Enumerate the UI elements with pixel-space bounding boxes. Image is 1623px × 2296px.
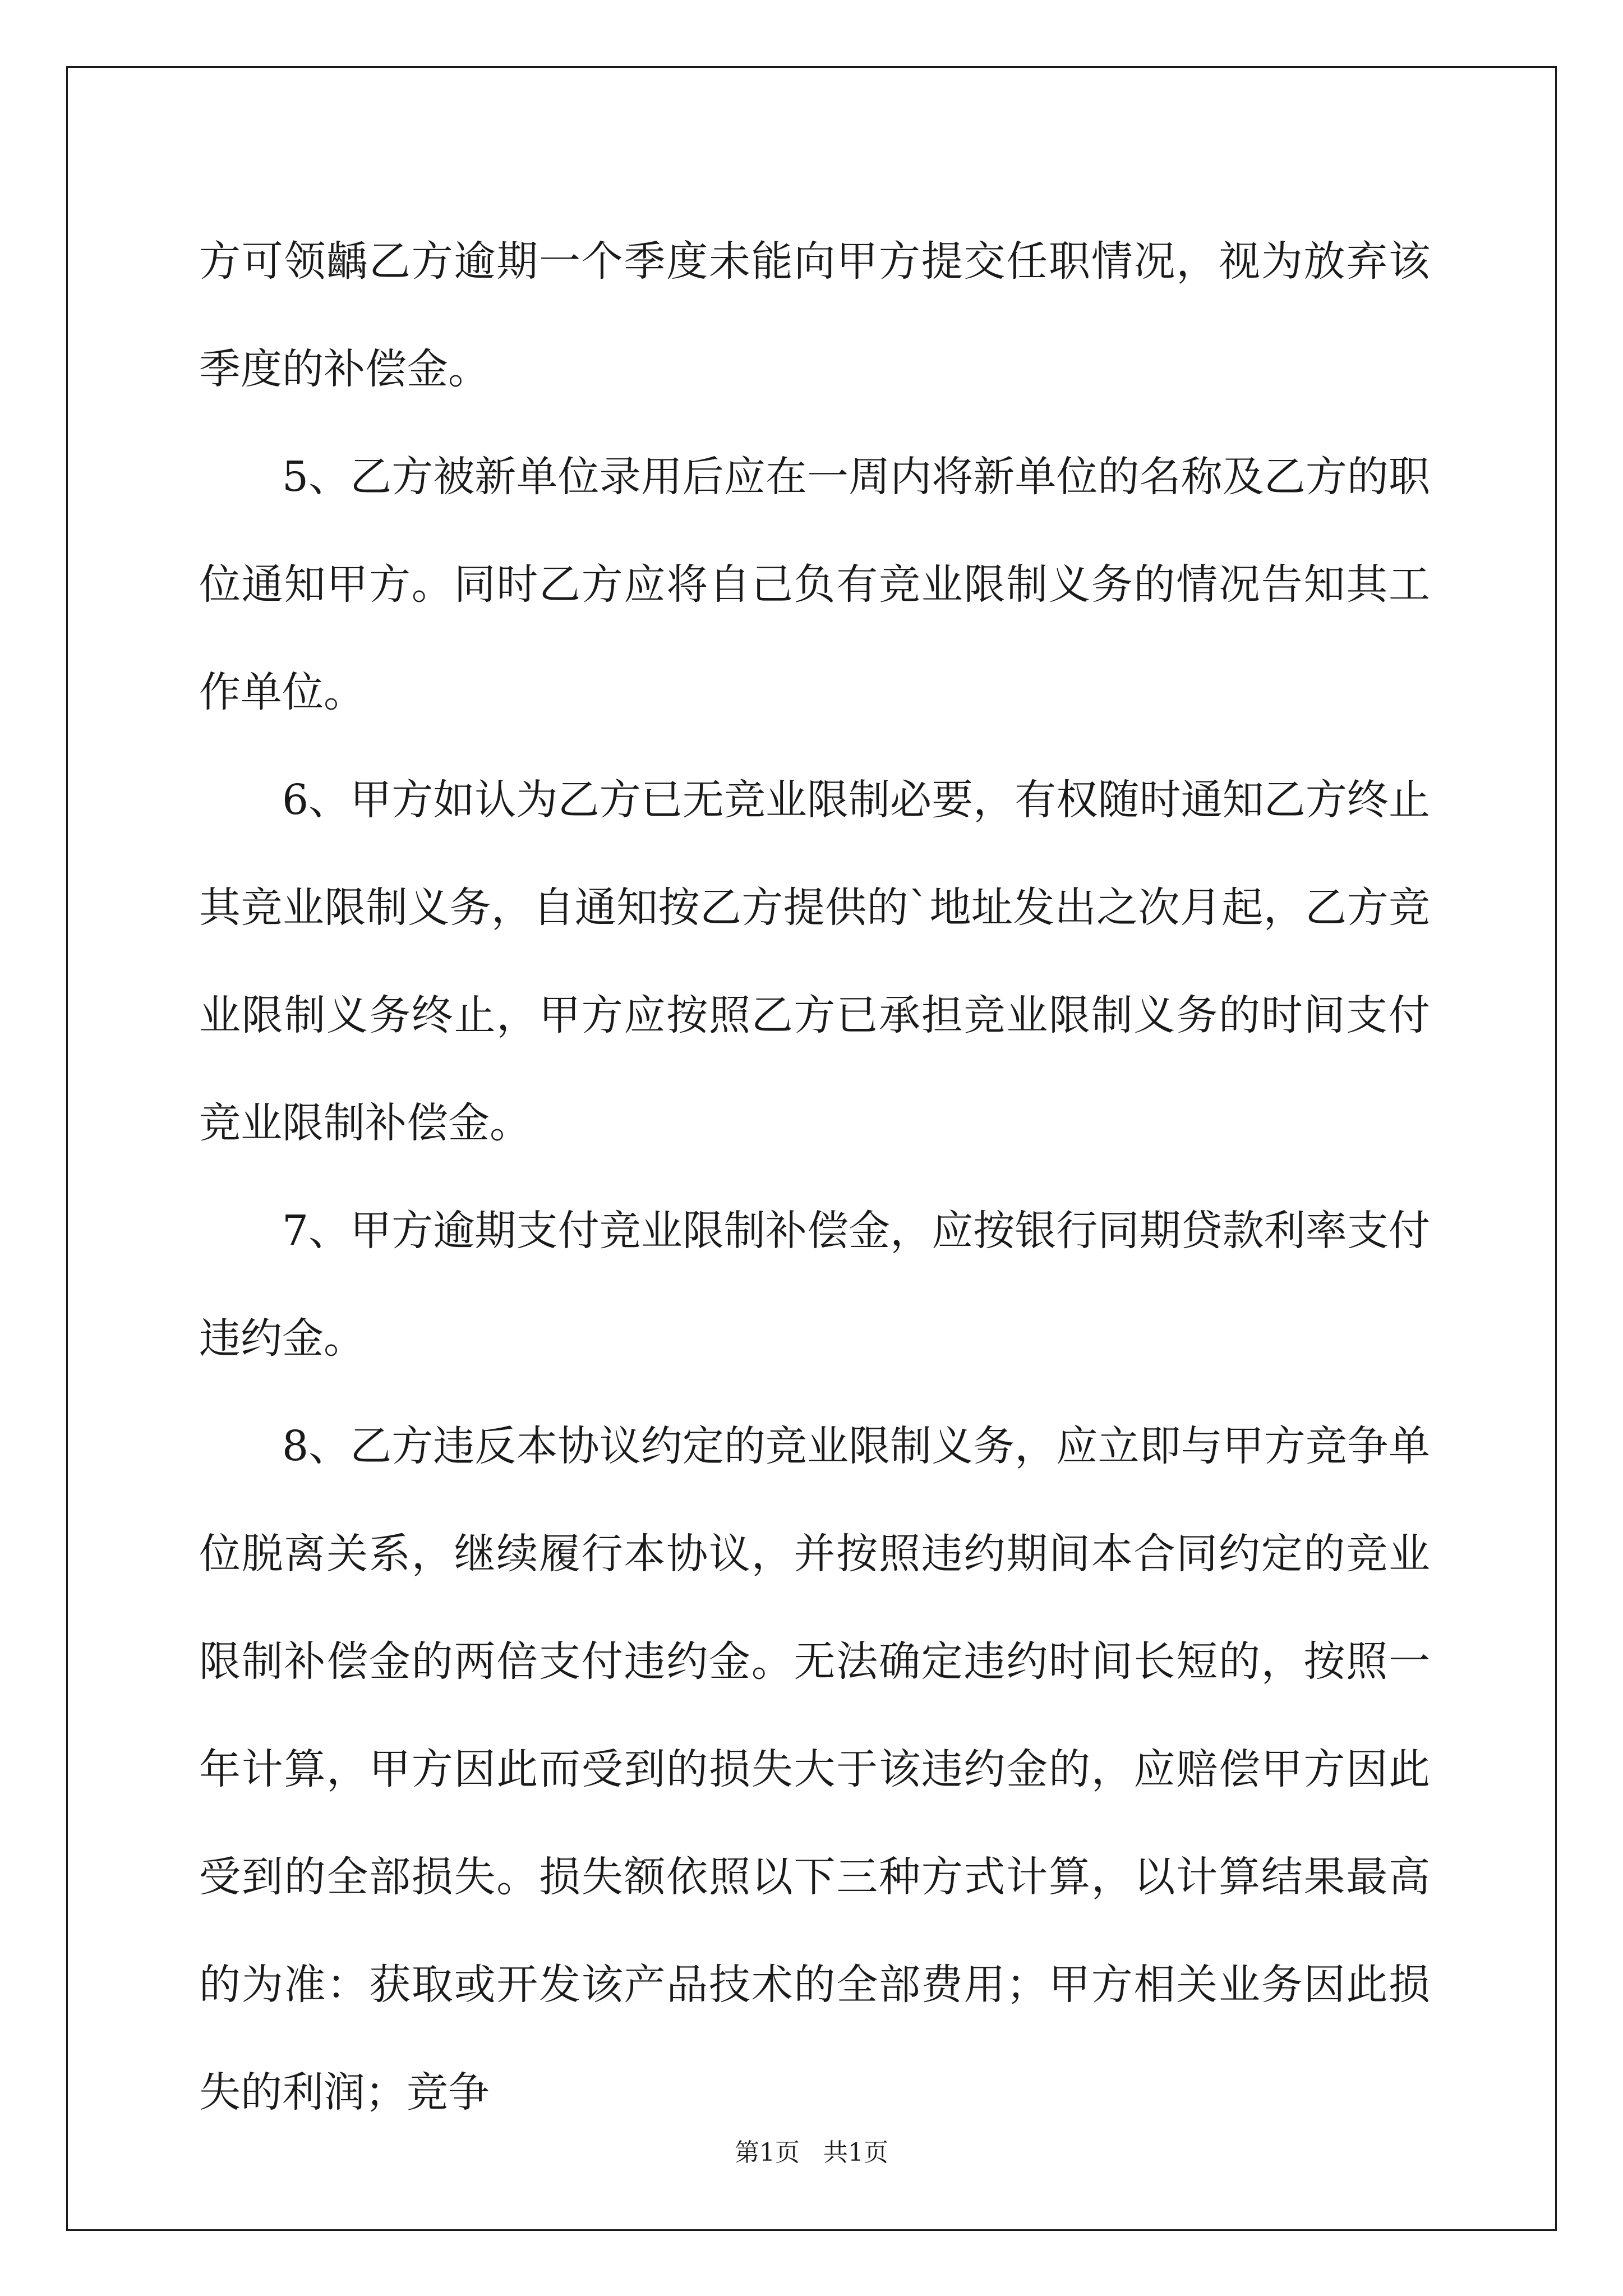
page-number-footer: 第1页 共1页	[735, 2138, 888, 2167]
paragraph-clause-5: 5、乙方被新单位录用后应在一周内将新单位的名称及乙方的职位通知甲方。同时乙方应将自己负有竞业限制义务的情况告知其工作单位。	[199, 453, 1430, 716]
paragraph-continuation: 方可领齲乙方逾期一个季度未能向甲方提交任职情况，视为放弃该季度的补偿金。	[199, 237, 1430, 393]
paragraph-clause-7: 7、甲方逾期支付竞业限制补偿金，应按银行同期贷款利率支付违约金。	[199, 1207, 1430, 1363]
paragraph-clause-6: 6、甲方如认为乙方已无竞业限制必要，有权随时通知乙方终止其竞业限制义务，自通知按乙方提供的`地址发出之次月起，乙方竞业限制义务终止，甲方应按照乙方已承担竞业限制义务的时间支付竞业限制补偿金。	[199, 776, 1430, 1147]
document-body	[199, 208, 1430, 2146]
paragraph-clause-8: 8、乙方违反本协议约定的竞业限制义务，应立即与甲方竞争单位脱离关系，继续履行本协议，并按照违约期间本合同约定的竞业限制补偿金的两倍支付违约金。无法确定违约时间长短的，按照一年计算，甲方因此而受到的损失大于该违约金的，应赔偿甲方因此受到的全部损失。损失额依照以下三种方式计算，以计算结果最高的为准：获取或开发该产品技术的全部费用；甲方相关业务因此损失的利润；竞争	[199, 1422, 1430, 2116]
